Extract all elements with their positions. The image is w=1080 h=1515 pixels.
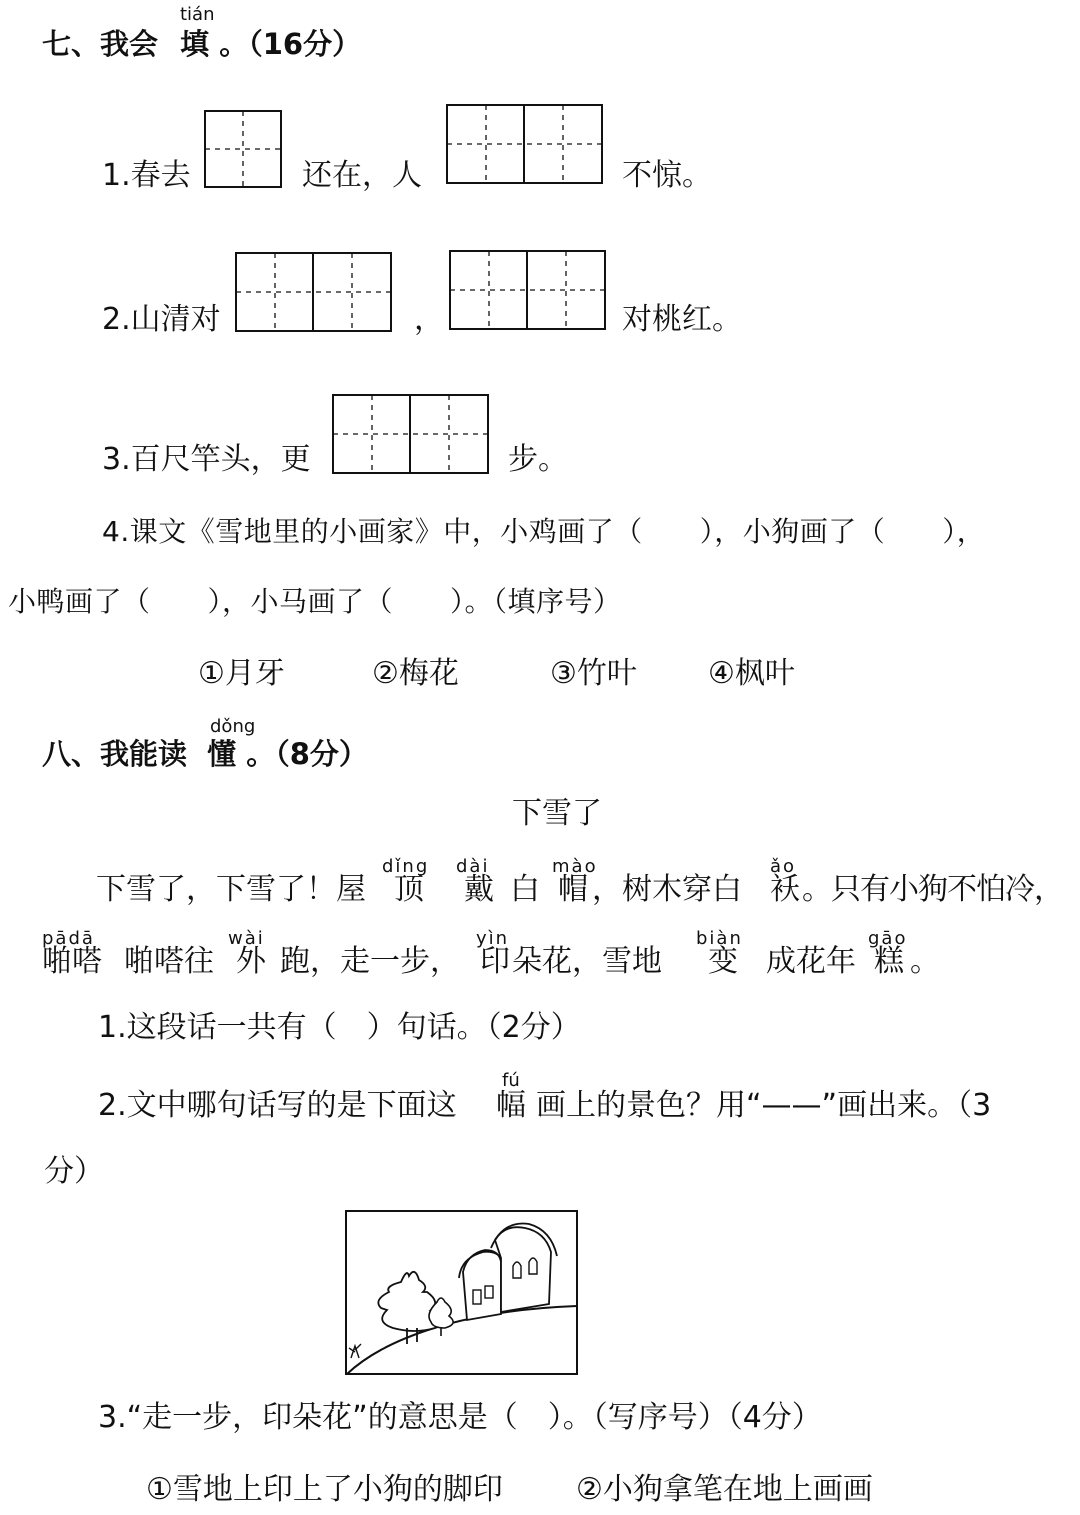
passage-l1-b: ，树木穿白 bbox=[592, 872, 742, 907]
passage-l2-c: 朵花，雪地 bbox=[512, 944, 662, 979]
passage-l1-c: 。只有小狗不怕冷， bbox=[802, 872, 1063, 907]
passage-l2-gao: 糕 bbox=[874, 944, 904, 979]
section7-heading bbox=[42, 22, 361, 63]
section8-heading bbox=[42, 732, 368, 773]
s8-q2-a: 2.文中哪句话写的是下面这 bbox=[98, 1088, 457, 1123]
pinyin-wai: wài bbox=[228, 928, 265, 949]
q3-after: 步。 bbox=[508, 442, 568, 477]
s8-q2-fu: 幅 bbox=[496, 1088, 526, 1123]
pinyin-pada: pādā bbox=[42, 928, 95, 949]
option-3: ③竹叶 bbox=[550, 656, 637, 691]
option-2: ②梅花 bbox=[372, 656, 459, 691]
s8-q3-option-2: ②小狗拿笔在地上画画 bbox=[576, 1472, 873, 1507]
passage-l2-yin: 印 bbox=[480, 944, 510, 979]
q1-after: 不惊。 bbox=[622, 158, 712, 193]
passage-l2-a: 啪嗒往 bbox=[124, 944, 214, 979]
section8-heading-pinyin: dǒng bbox=[210, 716, 256, 737]
pinyin-dai: dài bbox=[456, 856, 490, 877]
q4-line2: 小鸭画了（ ），小马画了（ ）。（填序号） bbox=[8, 585, 622, 618]
pinyin-ao: ǎo bbox=[770, 856, 797, 877]
section7-heading-char: 填 bbox=[180, 27, 210, 61]
q4-line1: 4.课文《雪地里的小画家》中，小鸡画了（ ），小狗画了（ ）， bbox=[102, 515, 986, 548]
passage-l2-bian: 变 bbox=[708, 944, 738, 979]
passage-l2-wai: 外 bbox=[236, 944, 266, 979]
passage-l2-d: 成花年 bbox=[766, 944, 856, 979]
q3-before: 3.百尺竿头，更 bbox=[102, 442, 311, 477]
q2-grid-b[interactable] bbox=[449, 250, 609, 332]
passage-l1-ding: 顶 bbox=[394, 872, 424, 907]
q1-grid-b[interactable] bbox=[446, 104, 606, 186]
s8-q2-c: 分） bbox=[44, 1154, 104, 1189]
section8-heading-char: 懂 bbox=[207, 737, 237, 771]
pinyin-gao: gāo bbox=[868, 928, 908, 949]
section7-heading-pinyin: tián bbox=[180, 4, 215, 25]
s8-q1: 1.这段话一共有（ ）句话。（2分） bbox=[98, 1010, 581, 1045]
option-1: ①月牙 bbox=[198, 656, 285, 691]
section8-heading-suffix: 。（8分） bbox=[246, 737, 368, 771]
q2-middle: ， bbox=[414, 302, 444, 337]
q1-middle: 还在，人 bbox=[302, 158, 422, 193]
passage-title: 下雪了 bbox=[512, 796, 602, 831]
q1-grid-a[interactable] bbox=[204, 110, 284, 190]
passage-l1-a: 下雪了，下雪了！屋 bbox=[96, 872, 366, 907]
pinyin-yin: yìn bbox=[476, 928, 510, 949]
snow-scene-picture bbox=[345, 1210, 579, 1376]
s8-q2-b: 画上的景色？用“——”画出来。（3 bbox=[536, 1088, 992, 1123]
s8-q3-option-1: ①雪地上印上了小狗的脚印 bbox=[146, 1472, 503, 1507]
section7-heading-prefix: 七、我会 bbox=[42, 27, 159, 61]
q2-after: 对桃红。 bbox=[622, 302, 742, 337]
q1-before: 1.春去 bbox=[102, 158, 191, 193]
q3-grid[interactable] bbox=[332, 394, 492, 476]
section8-heading-prefix: 八、我能读 bbox=[42, 737, 188, 771]
passage-l1-bai: 白 bbox=[510, 872, 540, 907]
passage-l1-dai: 戴 bbox=[464, 872, 494, 907]
section7-heading-suffix: 。（16分） bbox=[219, 27, 362, 61]
passage-l2-pada: 啪嗒 bbox=[42, 944, 102, 979]
pinyin-fu: fú bbox=[502, 1070, 520, 1091]
option-4: ④枫叶 bbox=[708, 656, 795, 691]
pinyin-ding: dǐng bbox=[382, 856, 430, 877]
s8-q3: 3.“走一步，印朵花”的意思是（ ）。（写序号）（4分） bbox=[98, 1400, 822, 1435]
pinyin-bian: biàn bbox=[696, 928, 743, 949]
passage-l2-e: 。 bbox=[910, 944, 940, 979]
passage-l1-ao: 袄 bbox=[770, 872, 800, 907]
pinyin-mao: mào bbox=[552, 856, 598, 877]
passage-l1-mao: 帽 bbox=[558, 872, 588, 907]
q2-grid-a[interactable] bbox=[235, 252, 395, 334]
passage-l2-b: 跑，走一步， bbox=[280, 944, 460, 979]
q2-before: 2.山清对 bbox=[102, 302, 221, 337]
